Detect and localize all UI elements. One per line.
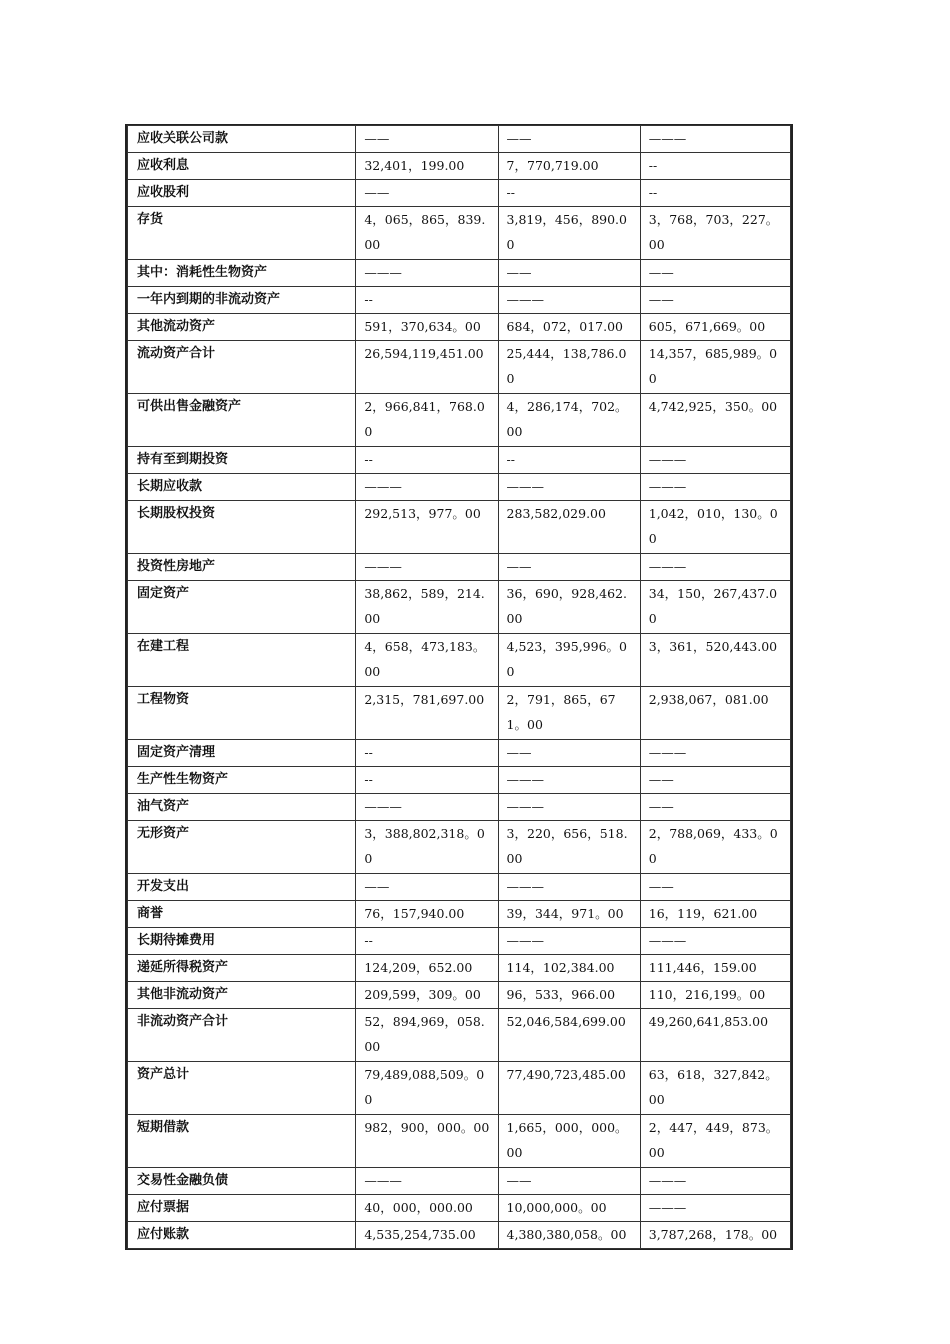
value-cell-period-3: —— (640, 874, 790, 901)
value-cell-period-3: ——— (640, 928, 790, 955)
row-label: 其他非流动资产 (128, 982, 356, 1009)
value-cell-period-2: 52,046,584,699.00 (498, 1009, 640, 1062)
table-row (128, 955, 791, 982)
value-cell-period-3: 2，447，449，873。00 (640, 1115, 790, 1168)
table-row (128, 394, 791, 447)
row-label: 资产总计 (128, 1062, 356, 1115)
value-cell-period-3: 63，618，327,842。00 (640, 1062, 790, 1115)
table-row (128, 126, 791, 153)
value-cell-period-3: -- (640, 153, 790, 180)
table-row (128, 1009, 791, 1062)
value-cell-period-2: ——— (498, 767, 640, 794)
value-cell-period-2: 10,000,000。00 (498, 1195, 640, 1222)
value-cell-period-1: 38,862，589，214.00 (356, 581, 498, 634)
value-cell-period-1: —— (356, 180, 498, 207)
table-row (128, 1195, 791, 1222)
row-label: 油气资产 (128, 794, 356, 821)
row-label: 其中：消耗性生物资产 (128, 260, 356, 287)
value-cell-period-2: 4,380,380,058。00 (498, 1222, 640, 1249)
value-cell-period-1: ——— (356, 474, 498, 501)
row-label: 存货 (128, 207, 356, 260)
value-cell-period-3: 110，216,199。00 (640, 982, 790, 1009)
value-cell-period-2: 4,523，395,996。00 (498, 634, 640, 687)
value-cell-period-3: —— (640, 287, 790, 314)
value-cell-period-3: 605，671,669。00 (640, 314, 790, 341)
value-cell-period-1: -- (356, 928, 498, 955)
value-cell-period-1: 209,599，309。00 (356, 982, 498, 1009)
table-row (128, 1168, 791, 1195)
row-label: 生产性生物资产 (128, 767, 356, 794)
value-cell-period-2: ——— (498, 794, 640, 821)
value-cell-period-2: 36，690，928,462.00 (498, 581, 640, 634)
table-row (128, 687, 791, 740)
value-cell-period-1: 4，658，473,183。00 (356, 634, 498, 687)
value-cell-period-2: 25,444，138,786.00 (498, 341, 640, 394)
row-label: 长期应收款 (128, 474, 356, 501)
value-cell-period-3: 4,742,925，350。00 (640, 394, 790, 447)
value-cell-period-2: 2，791，865，671。00 (498, 687, 640, 740)
value-cell-period-2: —— (498, 260, 640, 287)
table-row (128, 928, 791, 955)
value-cell-period-3: -- (640, 180, 790, 207)
table-row (128, 901, 791, 928)
value-cell-period-3: 2,938,067，081.00 (640, 687, 790, 740)
value-cell-period-3: 3,787,268，178。00 (640, 1222, 790, 1249)
row-label: 交易性金融负债 (128, 1168, 356, 1195)
value-cell-period-3: 111,446，159.00 (640, 955, 790, 982)
value-cell-period-3: 49,260,641,853.00 (640, 1009, 790, 1062)
value-cell-period-2: —— (498, 1168, 640, 1195)
table-row (128, 634, 791, 687)
row-label: 固定资产清理 (128, 740, 356, 767)
value-cell-period-1: 124,209，652.00 (356, 955, 498, 982)
value-cell-period-1: —— (356, 126, 498, 153)
value-cell-period-1: -- (356, 287, 498, 314)
table-row (128, 1062, 791, 1115)
value-cell-period-2: -- (498, 180, 640, 207)
row-label: 长期股权投资 (128, 501, 356, 554)
table-row (128, 474, 791, 501)
value-cell-period-1: 26,594,119,451.00 (356, 341, 498, 394)
row-label: 流动资产合计 (128, 341, 356, 394)
balance-sheet-table (125, 124, 793, 1250)
row-label: 非流动资产合计 (128, 1009, 356, 1062)
value-cell-period-1: 40，000，000.00 (356, 1195, 498, 1222)
value-cell-period-3: 34，150，267,437.00 (640, 581, 790, 634)
value-cell-period-3: ——— (640, 474, 790, 501)
value-cell-period-2: ——— (498, 287, 640, 314)
value-cell-period-2: ——— (498, 928, 640, 955)
row-label: 可供出售金融资产 (128, 394, 356, 447)
table-row (128, 982, 791, 1009)
table-row (128, 767, 791, 794)
row-label: 其他流动资产 (128, 314, 356, 341)
table-row (128, 821, 791, 874)
value-cell-period-2: 77,490,723,485.00 (498, 1062, 640, 1115)
table-row (128, 207, 791, 260)
table-row (128, 554, 791, 581)
value-cell-period-2: 7，770,719.00 (498, 153, 640, 180)
table-row (128, 581, 791, 634)
value-cell-period-1: 591，370,634。00 (356, 314, 498, 341)
row-label: 应收利息 (128, 153, 356, 180)
value-cell-period-3: ——— (640, 1168, 790, 1195)
value-cell-period-1: 292,513，977。00 (356, 501, 498, 554)
value-cell-period-1: 2,315，781,697.00 (356, 687, 498, 740)
value-cell-period-3: —— (640, 260, 790, 287)
value-cell-period-1: 76，157,940.00 (356, 901, 498, 928)
value-cell-period-2: 1,665，000，000。00 (498, 1115, 640, 1168)
value-cell-period-1: 52，894,969，058.00 (356, 1009, 498, 1062)
table-row (128, 501, 791, 554)
value-cell-period-2: 3，220，656，518.00 (498, 821, 640, 874)
value-cell-period-1: 79,489,088,509。00 (356, 1062, 498, 1115)
value-cell-period-1: -- (356, 447, 498, 474)
value-cell-period-2: 684，072，017.00 (498, 314, 640, 341)
value-cell-period-1: ——— (356, 554, 498, 581)
value-cell-period-2: —— (498, 554, 640, 581)
row-label: 开发支出 (128, 874, 356, 901)
row-label: 应收关联公司款 (128, 126, 356, 153)
table-row (128, 260, 791, 287)
value-cell-period-3: ——— (640, 447, 790, 474)
value-cell-period-1: -- (356, 740, 498, 767)
value-cell-period-1: —— (356, 874, 498, 901)
value-cell-period-1: 4,535,254,735.00 (356, 1222, 498, 1249)
value-cell-period-1: 3，388,802,318。00 (356, 821, 498, 874)
value-cell-period-1: 2，966,841，768.00 (356, 394, 498, 447)
row-label: 固定资产 (128, 581, 356, 634)
row-label: 短期借款 (128, 1115, 356, 1168)
table-row (128, 740, 791, 767)
value-cell-period-2: 114，102,384.00 (498, 955, 640, 982)
value-cell-period-1: ——— (356, 1168, 498, 1195)
value-cell-period-2: 39，344，971。00 (498, 901, 640, 928)
row-label: 长期待摊费用 (128, 928, 356, 955)
value-cell-period-2: —— (498, 740, 640, 767)
row-label: 无形资产 (128, 821, 356, 874)
value-cell-period-2: 3,819，456，890.00 (498, 207, 640, 260)
value-cell-period-3: 2，788,069，433。00 (640, 821, 790, 874)
table-row (128, 287, 791, 314)
value-cell-period-3: 16，119，621.00 (640, 901, 790, 928)
row-label: 应付账款 (128, 1222, 356, 1249)
value-cell-period-1: -- (356, 767, 498, 794)
value-cell-period-3: 3，768，703，227。00 (640, 207, 790, 260)
value-cell-period-1: ——— (356, 794, 498, 821)
value-cell-period-2: 283,582,029.00 (498, 501, 640, 554)
value-cell-period-2: 96，533，966.00 (498, 982, 640, 1009)
table-row (128, 794, 791, 821)
table-row (128, 180, 791, 207)
row-label: 应收股利 (128, 180, 356, 207)
value-cell-period-2: 4，286,174，702。00 (498, 394, 640, 447)
value-cell-period-2: —— (498, 126, 640, 153)
table-row (128, 874, 791, 901)
table-row (128, 153, 791, 180)
row-label: 持有至到期投资 (128, 447, 356, 474)
value-cell-period-2: ——— (498, 474, 640, 501)
table-row (128, 447, 791, 474)
value-cell-period-1: ——— (356, 260, 498, 287)
value-cell-period-2: ——— (498, 874, 640, 901)
value-cell-period-3: 3，361，520,443.00 (640, 634, 790, 687)
table-row (128, 1115, 791, 1168)
row-label: 递延所得税资产 (128, 955, 356, 982)
row-label: 应付票据 (128, 1195, 356, 1222)
value-cell-period-1: 32,401，199.00 (356, 153, 498, 180)
table-row (128, 314, 791, 341)
value-cell-period-3: ——— (640, 740, 790, 767)
value-cell-period-3: ——— (640, 126, 790, 153)
value-cell-period-2: -- (498, 447, 640, 474)
value-cell-period-3: ——— (640, 554, 790, 581)
table-row (128, 1222, 791, 1249)
table-body (128, 126, 791, 1249)
balance-sheet-grid (127, 125, 791, 1249)
value-cell-period-3: 1,042，010，130。00 (640, 501, 790, 554)
row-label: 投资性房地产 (128, 554, 356, 581)
row-label: 工程物资 (128, 687, 356, 740)
table-row (128, 341, 791, 394)
value-cell-period-3: ——— (640, 1195, 790, 1222)
value-cell-period-1: 982，900，000。00 (356, 1115, 498, 1168)
value-cell-period-3: —— (640, 794, 790, 821)
value-cell-period-3: 14,357，685,989。00 (640, 341, 790, 394)
value-cell-period-1: 4，065，865，839.00 (356, 207, 498, 260)
row-label: 商誉 (128, 901, 356, 928)
value-cell-period-3: —— (640, 767, 790, 794)
row-label: 一年内到期的非流动资产 (128, 287, 356, 314)
row-label: 在建工程 (128, 634, 356, 687)
